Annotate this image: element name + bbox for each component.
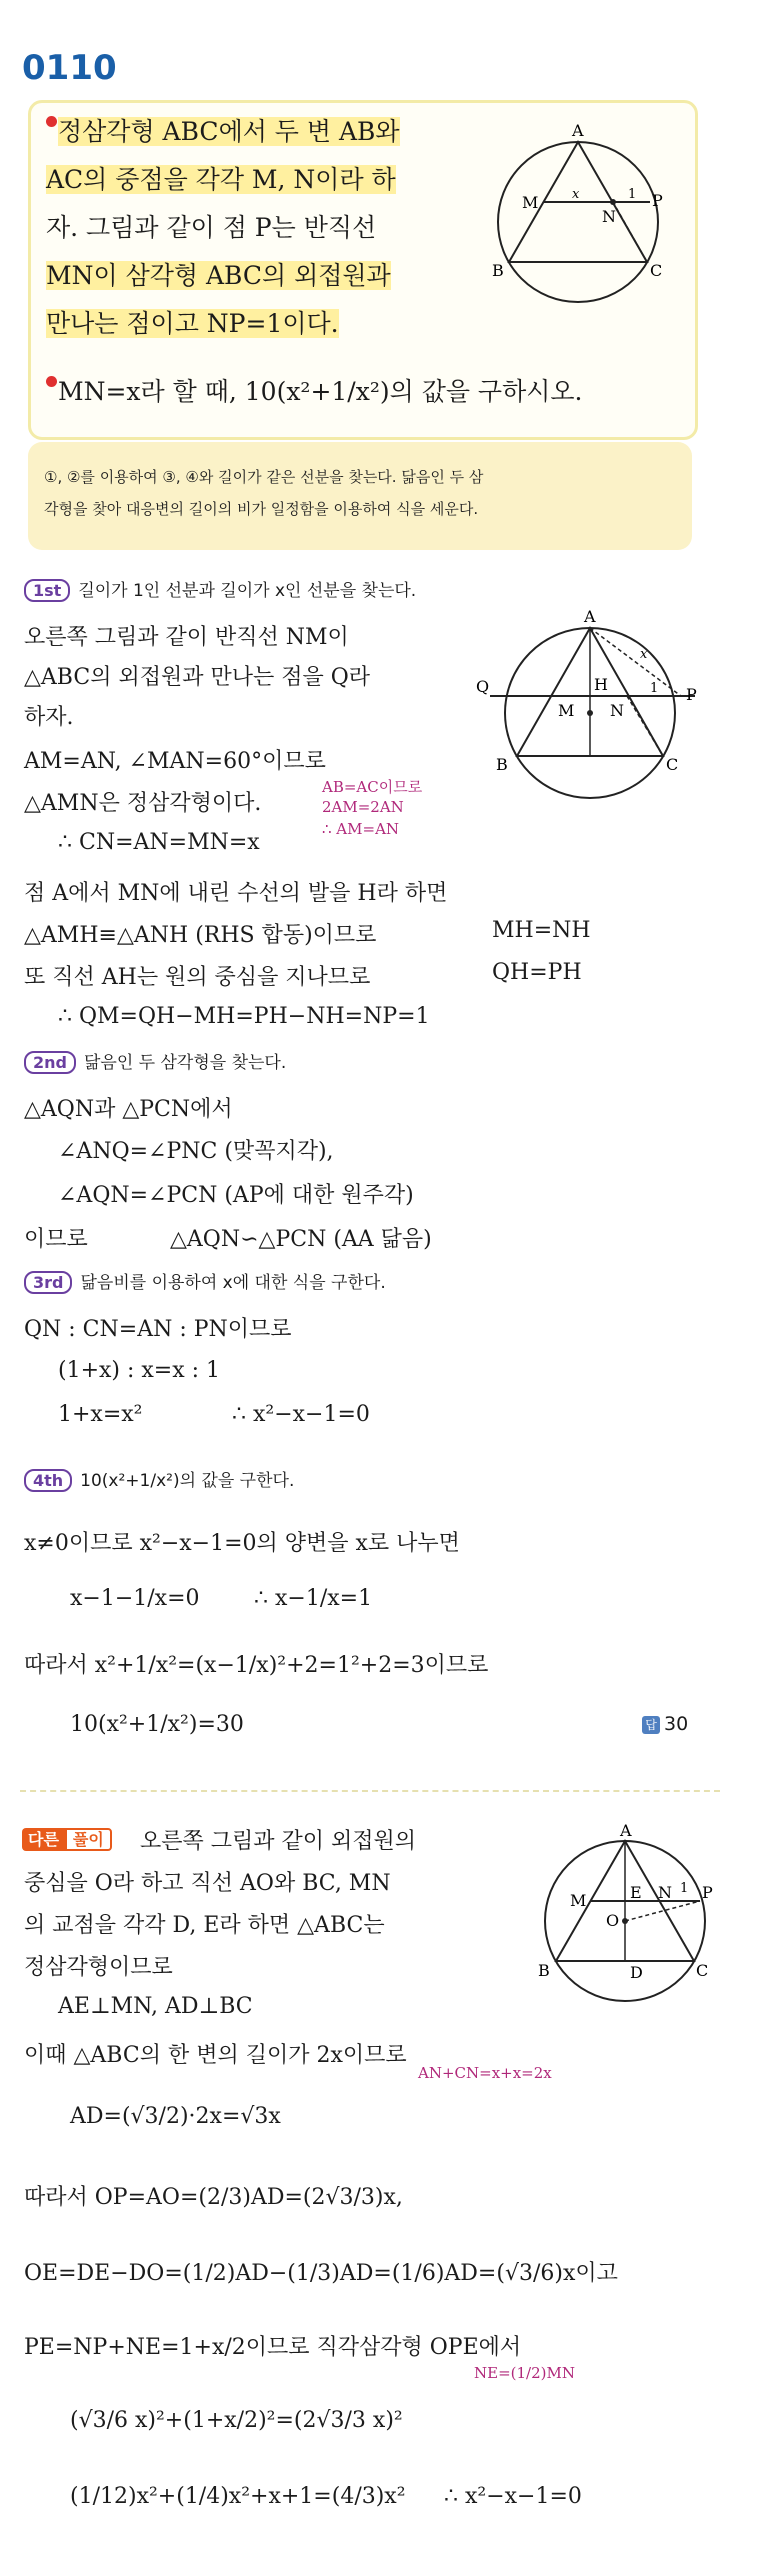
- solution-line: △AQN과 △PCN에서: [24, 1097, 233, 1122]
- solution-line: △AMH≡△ANH (RHS 합동)이므로: [24, 923, 377, 948]
- alt-line: ∴ x²−x−1=0: [444, 2484, 582, 2509]
- side-note: ∴ AM=AN: [322, 820, 400, 838]
- step-tag: 2nd: [24, 1051, 76, 1074]
- fig-label-1: 1: [650, 681, 659, 696]
- problem-line-5: 만나는 점이고 NP=1이다.: [46, 309, 339, 338]
- alt-line: OE=DE−DO=(1/2)AD−(1/3)AD=(1/6)AD=(√3/6)x이고: [24, 2261, 618, 2286]
- fig-label-p: P: [686, 685, 697, 704]
- solution-line: ∴ x−1/x=1: [254, 1586, 373, 1611]
- fig-label-c: C: [650, 261, 663, 280]
- step-2-header: 2nd 닮음인 두 삼각형을 찾는다.: [24, 1048, 286, 1074]
- solution-line: AM=AN, ∠MAN=60°이므로: [24, 749, 326, 774]
- fig-label-e: E: [630, 1883, 642, 1902]
- fig-label-p: P: [652, 191, 663, 210]
- fig-label-a: A: [620, 1821, 632, 1840]
- solution-line: ∠AQN=∠PCN (AP에 대한 원주각): [58, 1183, 414, 1208]
- solution-line: (1+x) : x=x : 1: [58, 1358, 221, 1383]
- fig-label-n: N: [602, 207, 616, 226]
- solution-line: △ABC의 외접원과 만나는 점을 Q라: [24, 665, 370, 690]
- solution-line: 이므로: [24, 1227, 88, 1252]
- marker-4-icon: [46, 376, 57, 387]
- fig-label-p: P: [702, 1883, 713, 1902]
- solution-line: 또 직선 AH는 원의 중심을 지나므로: [24, 965, 371, 990]
- fig-label-1: 1: [680, 1881, 689, 1896]
- solution-line: MH=NH: [492, 918, 591, 943]
- solution-line: 1+x=x²: [58, 1402, 143, 1427]
- problem-line-2: AC의 중점을 각각 M, N이라 하: [46, 165, 396, 194]
- answer-icon: 답: [642, 1716, 660, 1734]
- alt-line: AE⊥MN, AD⊥BC: [58, 1994, 253, 2019]
- problem-line-1: 정삼각형 ABC에서 두 변 AB와: [46, 112, 400, 152]
- solution-line: ∠ANQ=∠PNC (맞꼭지각),: [58, 1139, 334, 1164]
- fig-label-m: M: [558, 701, 575, 720]
- alt-line: 중심을 O라 하고 직선 AO와 BC, MN: [24, 1871, 391, 1896]
- step1-figure: [476, 607, 710, 808]
- section-divider: [20, 1790, 720, 1792]
- solution-line: △AQN∽△PCN (AA 닮음): [170, 1227, 432, 1252]
- solution-line: 점 A에서 MN에 내린 수선의 발을 H라 하면: [24, 881, 448, 906]
- fig-label-1: 1: [628, 187, 637, 202]
- problem-line-6: MN=x라 할 때, 10(x²+1/x²)의 값을 구하시오.: [46, 372, 582, 412]
- alt-line: 이때 △ABC의 한 변의 길이가 2x이므로: [24, 2043, 407, 2068]
- solution-line: 오른쪽 그림과 같이 반직선 NM이: [24, 625, 349, 650]
- step-tag: 4th: [24, 1469, 72, 1492]
- solution-line: QH=PH: [492, 960, 582, 985]
- fig-label-b: B: [492, 261, 504, 280]
- hint-line-1: ①, ②를 이용하여 ③, ④와 길이가 같은 선분을 찾는다. 닮음인 두 삼: [44, 468, 484, 486]
- fig-label-o: O: [606, 1911, 620, 1930]
- fig-label-q: Q: [476, 677, 490, 696]
- alt-solution-tag: 다른 풀이: [22, 1827, 112, 1850]
- problem-figure: [478, 122, 678, 312]
- problem-number: 0110: [22, 48, 117, 88]
- step-4-header: 4th 10(x²+1/x²)의 값을 구한다.: [24, 1466, 294, 1492]
- side-note: NE=(1/2)MN: [474, 2364, 575, 2382]
- fig-label-h: H: [594, 675, 608, 694]
- alt-line: 따라서 OP=AO=(2/3)AD=(2√3/3)x,: [24, 2185, 403, 2210]
- fig-label-b: B: [496, 755, 508, 774]
- hint-box: [28, 442, 692, 550]
- problem-line-4: MN이 삼각형 ABC의 외접원과: [46, 261, 391, 290]
- solution-line: x−1−1/x=0: [70, 1586, 200, 1611]
- solution-line: △AMN은 정삼각형이다.: [24, 791, 262, 816]
- solution-line: 10(x²+1/x²)=30: [70, 1712, 244, 1737]
- marker-1-icon: [46, 116, 57, 127]
- solution-line: QN : CN=AN : PN이므로: [24, 1317, 292, 1342]
- alt-line: 의 교점을 각각 D, E라 하면 △ABC는: [24, 1913, 385, 1938]
- alt-line: 오른쪽 그림과 같이 외접원의: [140, 1829, 417, 1854]
- side-note: 2AM=2AN: [322, 798, 404, 816]
- step-tag: 3rd: [24, 1271, 72, 1294]
- side-note: AB=AC이므로: [322, 778, 423, 796]
- fig-label-d: D: [630, 1963, 643, 1982]
- fig-label-x: x: [572, 187, 580, 202]
- alt-line: PE=NP+NE=1+x/2이므로 직각삼각형 OPE에서: [24, 2335, 522, 2360]
- fig-label-m: M: [522, 193, 539, 212]
- fig-label-a: A: [572, 121, 584, 140]
- alt-line: (√3/6 x)²+(1+x/2)²=(2√3/3 x)²: [70, 2408, 403, 2433]
- solution-line: ∴ QM=QH−MH=PH−NH=NP=1: [58, 1004, 430, 1029]
- solution-line: 하자.: [24, 705, 74, 730]
- alt-line: AD=(√3/2)·2x=√3x: [70, 2104, 281, 2129]
- fig-label-c: C: [696, 1961, 709, 1980]
- fig-label-b: B: [538, 1961, 550, 1980]
- solution-line: 따라서 x²+1/x²=(x−1/x)²+2=1²+2=3이므로: [24, 1653, 489, 1678]
- fig-label-n: N: [658, 1883, 672, 1902]
- fig-label-a: A: [584, 607, 596, 626]
- step-3-header: 3rd 닮음비를 이용하여 x에 대한 식을 구한다.: [24, 1268, 386, 1294]
- fig-label-n: N: [610, 701, 624, 720]
- step-tag: 1st: [24, 579, 70, 602]
- solution-line: x≠0이므로 x²−x−1=0의 양변을 x로 나누면: [24, 1531, 460, 1556]
- fig-label-c: C: [666, 755, 679, 774]
- alt-line: (1/12)x²+(1/4)x²+x+1=(4/3)x²: [70, 2484, 406, 2509]
- step-1-header: 1st 길이가 1인 선분과 길이가 x인 선분을 찾는다.: [24, 576, 416, 602]
- fig-label-x: x: [640, 647, 648, 662]
- solution-line: ∴ x²−x−1=0: [232, 1402, 370, 1427]
- problem-line-3: 자. 그림과 같이 점 P는 반직선: [46, 213, 377, 242]
- answer: 답 30: [642, 1713, 688, 1735]
- hint-line-2: 각형을 찾아 대응변의 길이의 비가 일정함을 이용하여 식을 세운다.: [44, 500, 479, 518]
- alt-figure: [530, 1821, 720, 2016]
- alt-line: 정삼각형이므로: [24, 1955, 173, 1980]
- fig-label-m: M: [570, 1891, 587, 1910]
- solution-line: ∴ CN=AN=MN=x: [58, 830, 260, 855]
- side-note: AN+CN=x+x=2x: [418, 2064, 552, 2082]
